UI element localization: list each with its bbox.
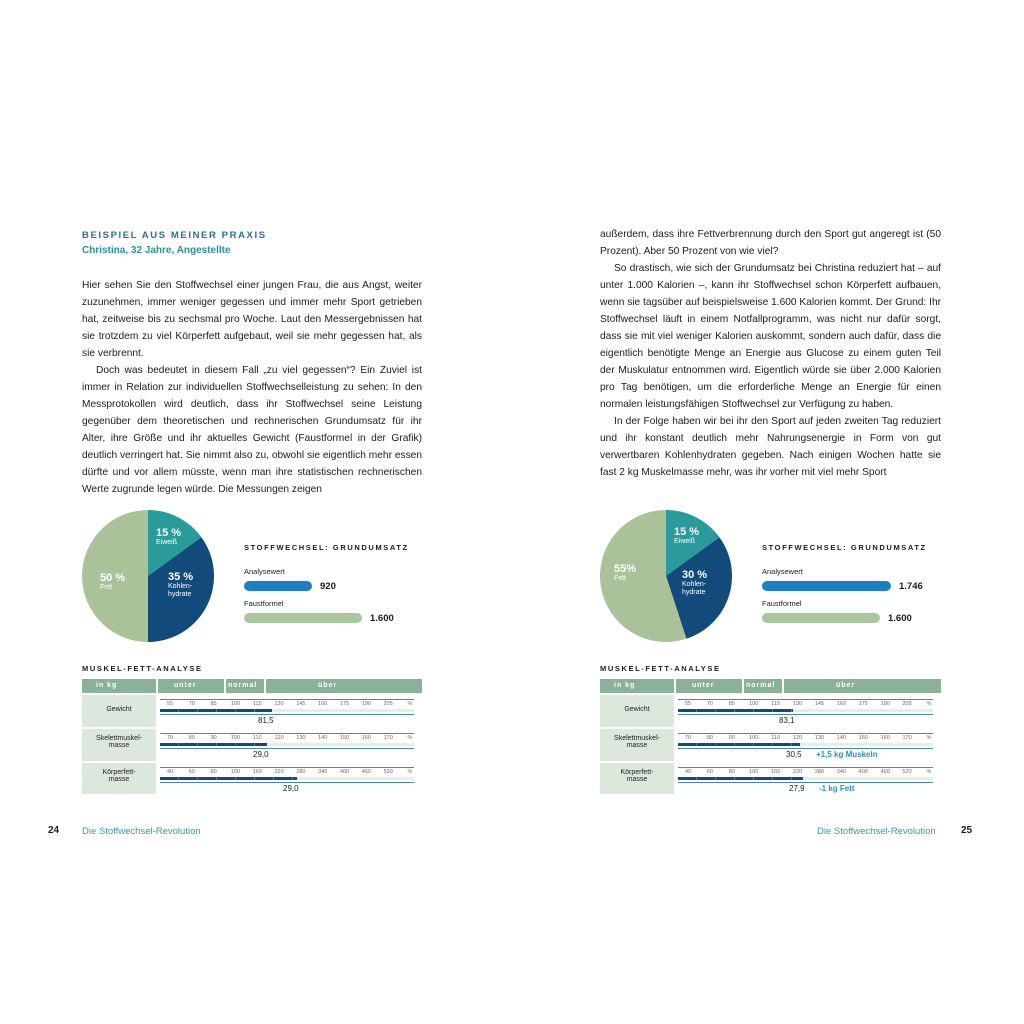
mfa-tick-label: 145 xyxy=(814,701,825,707)
mfa-header-ueber: über xyxy=(836,682,856,689)
mfa-tick-label: 130 xyxy=(296,735,306,741)
mfa-tick-label: 190 xyxy=(361,701,371,707)
mfa-row-label xyxy=(600,763,674,794)
pie-pct: 30 % xyxy=(682,569,708,581)
mfa-tick-label: 115 xyxy=(771,701,781,707)
mfa-header-in-kg: in kg xyxy=(614,682,636,689)
analysewert-label: Analysewert xyxy=(244,567,285,576)
mfa-row-label-text: Skelettmuskel- xyxy=(96,735,142,742)
mfa-tick-label: 55 xyxy=(166,701,174,707)
mfa-tick-label: 60 xyxy=(188,769,195,775)
mfa-scale-line xyxy=(678,748,933,749)
mfa-row-label-text: Körperfett- xyxy=(620,769,654,776)
mfa-tick-label: 160 xyxy=(771,769,781,775)
mfa-header-normal: normal xyxy=(228,682,258,689)
pie-name: Kohlen- hydrate xyxy=(682,581,707,596)
paragraph: In der Folge haben wir bei ihr den Sport auf jeden zweiten Tag reduziert und ihr konstant deutlich mehr Nahrungsenergie in Form von gut verwertbaren Kohlenhydraten gegeben. Nach einigen Wochen hatte sie fast 2 kg Muskelmasse mehr, was ihr vorher mit viel mehr Sport xyxy=(600,416,941,478)
faustformel-label: Faustformel xyxy=(244,599,284,608)
mfa-value: 81,5 xyxy=(258,716,274,725)
faustformel-bar xyxy=(762,613,880,623)
pie-label-kohlenhydrate xyxy=(682,569,707,597)
analysewert-bar xyxy=(762,581,891,591)
faustformel-bar xyxy=(244,613,362,623)
mfa-change-note: -1 kg Fett xyxy=(819,784,855,793)
mfa-table xyxy=(600,679,941,794)
mfa-tick-label: 280 xyxy=(296,769,306,775)
mfa-header-unter: unter xyxy=(692,682,715,689)
page-number: 25 xyxy=(961,825,973,836)
paragraph: Hier sehen Sie den Stoffwechsel einer jungen Frau, die aus Angst, weiter zuzunehmen, immer weniger gegessen und immer mehr Sport getrieben hat, zeitweise bis zu sechsmal pro Woche. Laut den Messergebnissen hat sie trotzdem zu viel Körperfett aufgebaut, weil sie mehr gegessen hat, als sie verbrennt. xyxy=(82,280,422,359)
mfa-tick-label: % xyxy=(926,701,932,707)
mfa-value-bar xyxy=(160,777,297,780)
mfa-tick-label: 100 xyxy=(230,735,241,741)
mfa-scale-line xyxy=(160,714,414,715)
mfa-scale-line xyxy=(678,733,933,734)
right-page xyxy=(512,0,1024,1024)
mfa-scale-line xyxy=(160,748,414,749)
mfa-header-unter: unter xyxy=(174,682,197,689)
mfa-scale-line xyxy=(678,714,933,715)
mfa-tick-label: 110 xyxy=(252,735,262,741)
mfa-scale-line xyxy=(160,699,414,700)
mfa-scale-line xyxy=(160,782,414,783)
mfa-row-label xyxy=(600,729,674,761)
mfa-row-label-text: Gewicht xyxy=(106,706,132,713)
mfa-row-label-text: Gewicht xyxy=(624,706,650,713)
mfa-header-divider xyxy=(264,679,266,693)
analysewert-value: 1.746 xyxy=(899,581,923,592)
mfa-header xyxy=(82,679,422,693)
mfa-tick-label: % xyxy=(407,735,413,741)
paragraph: So drastisch, wie sich der Grundumsatz bei Christina reduziert hat – auf unter 1.000 Kalorien –, kann ihr Stoffwechsel schon Körperfett aufbauen, wenn sie tagsüber auf beispielsweise 1.600 Kalorien kommt. Der Grund: Ihr Stoffwechsel läuft in einem Notfallprogramm, was nicht nur dafür sorgt, dass sie mit viel weniger Kalorien auskommt, sondern auch dafür, dass die eigentlich benötigte Menge an Energie aus Glucose zu einem guten Teil der Muskulatur entnommen wird. Eigentlich würde sie über 2.000 Kalorien pro Tag benötigen, um die erforderliche Menge an Energie für einen normalen leistungsfähigen Stoffwechsel zur Verfügung zu haben. xyxy=(600,263,941,410)
mfa-tick-label: 80 xyxy=(706,735,713,741)
mfa-change-note: +1,5 kg Muskeln xyxy=(816,750,878,759)
mfa-tick-label: 70 xyxy=(706,701,713,707)
mfa-row-label xyxy=(82,763,156,794)
pie-name: Kohlen- hydrate xyxy=(168,583,193,598)
pie-name: Eiweiß xyxy=(674,538,696,545)
mfa-tick-label: 40 xyxy=(166,769,174,775)
mfa-row-label-text: Körperfett- xyxy=(102,769,136,776)
mfa-tick-label: 130 xyxy=(274,701,284,707)
mfa-header xyxy=(600,679,941,693)
mfa-tick-label: 140 xyxy=(318,735,328,741)
mfa-tick-label: 175 xyxy=(339,701,350,707)
mfa-header-divider xyxy=(224,679,226,693)
mfa-tick-label: 120 xyxy=(792,735,803,741)
mfa-tick-label: 205 xyxy=(902,701,912,707)
pie-pct: 50 % xyxy=(100,572,126,584)
mfa-tick-label: 80 xyxy=(210,769,217,775)
mfa-scale-line xyxy=(160,733,414,734)
mfa-tick-label: 175 xyxy=(858,701,868,707)
mfa-scale-line xyxy=(678,767,933,768)
mfa-header-divider xyxy=(674,679,676,693)
mfa-tick-label: 70 xyxy=(166,735,174,741)
mfa-tick-label: 160 xyxy=(880,735,890,741)
mfa-value: 30,5 xyxy=(786,750,802,759)
mfa-row-label xyxy=(82,695,156,727)
mfa-tick-label: 130 xyxy=(814,735,825,741)
grundumsatz-title: STOFFWECHSEL: GRUNDUMSATZ xyxy=(762,543,927,552)
mfa-tick-label: 55 xyxy=(684,701,692,707)
mfa-tick-label: 280 xyxy=(814,769,825,775)
pie-pct: 55% xyxy=(614,563,637,575)
pie-name: Fett xyxy=(614,575,627,582)
mfa-scale-line xyxy=(160,767,414,768)
mfa-tick-label: 110 xyxy=(771,735,781,741)
mfa-tick-label: 90 xyxy=(210,735,217,741)
mfa-row-label xyxy=(600,695,674,727)
pie-pct: 35 % xyxy=(168,571,194,583)
mfa-tick-label: 80 xyxy=(728,769,735,775)
mfa-tick-label: 460 xyxy=(880,769,890,775)
mfa-header-divider xyxy=(782,679,784,693)
mfa-value-bar xyxy=(678,743,800,746)
mfa-tick-label: 160 xyxy=(252,769,262,775)
mfa-tick-label: 90 xyxy=(728,735,735,741)
mfa-scale-line xyxy=(678,782,933,783)
mfa-row-label-text: masse xyxy=(626,742,648,749)
pie-label-fett xyxy=(100,572,125,592)
section-subkicker: Christina, 32 Jahre, Angestellte xyxy=(82,245,231,256)
mfa-tick-label: 100 xyxy=(230,769,241,775)
mfa-tick-label: 100 xyxy=(749,769,759,775)
paragraph: Doch was bedeutet in diesem Fall „zu viel gegessen“? Ein Zuviel ist immer in Relation zur individuellen Stoffwechselleistung zu sehen: In den Messprotokollen wird deutlich, dass ihr Stoffwechsel seine Leistung gegenüber dem theoretischen und rechnerischen Grundumsatz für ihr Alter, ihre Größe und ihr aktuelles Gewicht (Faustformel in der Grafik) deutlich verringert hat. Sie nimmt also zu, obwohl sie eigentlich mehr essen dürfte und vor allem müsste, wenn man ihre statistischen rechnerischen Werte zugrunde legen würde. Die Messungen zeigen xyxy=(82,365,422,495)
mfa-tick-label: 145 xyxy=(296,701,306,707)
mfa-tick-label: 70 xyxy=(684,735,692,741)
mfa-title: MUSKEL-FETT-ANALYSE xyxy=(82,664,203,673)
mfa-value: 83,1 xyxy=(779,716,795,725)
mfa-tick-label: 160 xyxy=(836,701,846,707)
grundumsatz-title: STOFFWECHSEL: GRUNDUMSATZ xyxy=(244,543,409,552)
mfa-scale-line xyxy=(678,699,933,700)
mfa-tick-label: 100 xyxy=(749,735,759,741)
mfa-value-bar xyxy=(160,709,272,712)
faustformel-value: 1.600 xyxy=(888,613,912,624)
pie-pct: 15 % xyxy=(156,527,182,539)
mfa-tick-label: 60 xyxy=(706,769,713,775)
mfa-header-ueber: über xyxy=(318,682,338,689)
mfa-tick-label: 520 xyxy=(383,769,393,775)
mfa-tick-label: 340 xyxy=(318,769,328,775)
mfa-tick-label: 460 xyxy=(361,769,371,775)
mfa-header-in-kg: in kg xyxy=(96,682,118,689)
running-title: Die Stoffwechsel-Revolution xyxy=(817,826,936,837)
mfa-row-label-text: masse xyxy=(108,742,130,749)
mfa-tick-label: % xyxy=(407,769,413,775)
section-kicker: BEISPIEL AUS MEINER PRAXIS xyxy=(82,230,267,241)
pie-label-kohlenhydrate xyxy=(168,571,193,599)
mfa-tick-label: 340 xyxy=(836,769,846,775)
mfa-tick-label: % xyxy=(926,769,932,775)
mfa-title: MUSKEL-FETT-ANALYSE xyxy=(600,664,721,673)
body-text xyxy=(82,277,422,498)
mfa-tick-label: 170 xyxy=(383,735,393,741)
mfa-value-bar xyxy=(678,777,803,780)
analysewert-value: 920 xyxy=(320,581,336,592)
mfa-tick-label: 40 xyxy=(684,769,692,775)
mfa-tick-label: 100 xyxy=(230,701,241,707)
mfa-row-label xyxy=(82,729,156,761)
mfa-tick-label: 400 xyxy=(339,769,350,775)
analysewert-label: Analysewert xyxy=(762,567,803,576)
mfa-row-label-text: masse xyxy=(108,776,130,783)
mfa-tick-label: 220 xyxy=(274,769,284,775)
mfa-row-label-text: Skelettmuskel- xyxy=(614,735,660,742)
mfa-value-bar xyxy=(678,709,793,712)
mfa-tick-label: 220 xyxy=(792,769,803,775)
mfa-value-bar xyxy=(160,743,267,746)
pie-label-eiweiss xyxy=(156,527,181,547)
mfa-tick-label: 205 xyxy=(383,701,393,707)
page-number: 24 xyxy=(48,825,60,836)
running-title: Die Stoffwechsel-Revolution xyxy=(82,826,201,837)
mfa-tick-label: % xyxy=(407,701,413,707)
mfa-header-normal: normal xyxy=(746,682,776,689)
mfa-tick-label: 190 xyxy=(880,701,890,707)
mfa-tick-label: 150 xyxy=(858,735,868,741)
pie-label-eiweiss xyxy=(674,526,699,546)
mfa-value: 27,9 xyxy=(789,784,805,793)
mfa-row-label-text: masse xyxy=(626,776,648,783)
body-text xyxy=(600,226,941,481)
mfa-tick-label: 400 xyxy=(858,769,868,775)
mfa-table xyxy=(82,679,422,794)
mfa-tick-label: % xyxy=(926,735,932,741)
faustformel-value: 1.600 xyxy=(370,613,394,624)
mfa-header-divider xyxy=(156,679,158,693)
pie-name: Fett xyxy=(100,584,113,591)
analysewert-bar xyxy=(244,581,312,591)
mfa-header-divider xyxy=(742,679,744,693)
faustformel-label: Faustformel xyxy=(762,599,802,608)
mfa-tick-label: 85 xyxy=(728,701,735,707)
mfa-value: 29,0 xyxy=(253,750,269,759)
mfa-tick-label: 100 xyxy=(749,701,759,707)
mfa-tick-label: 160 xyxy=(318,701,328,707)
pie-name: Eiweiß xyxy=(156,539,178,546)
mfa-tick-label: 160 xyxy=(361,735,371,741)
paragraph: außerdem, dass ihre Fettverbrennung durch den Sport gut angeregt ist (50 Prozent). Aber 50 Prozent von wie viel? xyxy=(600,229,941,257)
pie-pct: 15 % xyxy=(674,526,700,538)
mfa-tick-label: 170 xyxy=(902,735,912,741)
mfa-tick-label: 520 xyxy=(902,769,912,775)
pie-label-fett xyxy=(614,563,636,583)
mfa-tick-label: 140 xyxy=(836,735,846,741)
mfa-value: 29,0 xyxy=(283,784,299,793)
mfa-tick-label: 150 xyxy=(339,735,350,741)
mfa-tick-label: 120 xyxy=(274,735,284,741)
mfa-tick-label: 130 xyxy=(792,701,803,707)
mfa-tick-label: 115 xyxy=(252,701,262,707)
mfa-tick-label: 85 xyxy=(210,701,217,707)
mfa-tick-label: 70 xyxy=(188,701,195,707)
mfa-tick-label: 80 xyxy=(188,735,195,741)
